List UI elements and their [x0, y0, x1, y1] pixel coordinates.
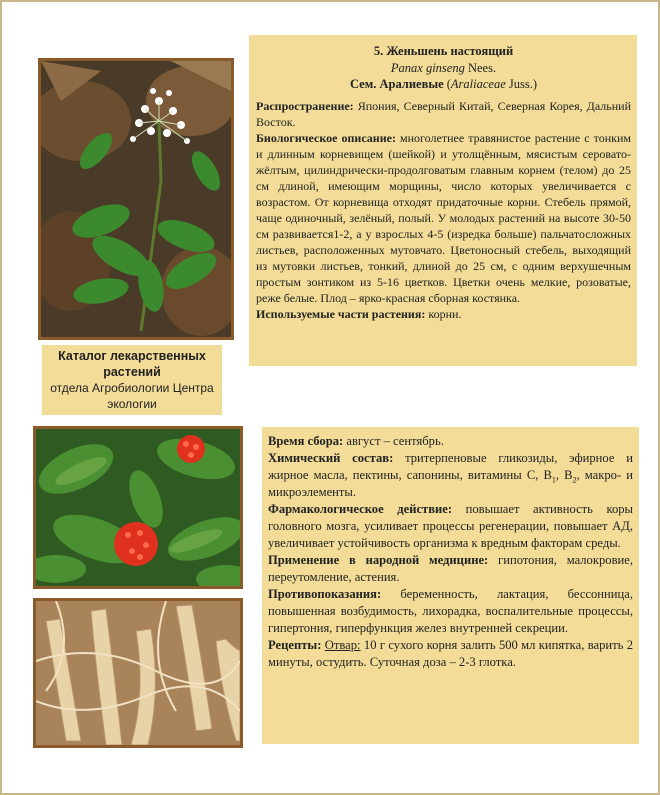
- caption-subtitle: отдела Агробиологии Центра экологии: [50, 381, 214, 411]
- chem-sub-2: 2: [572, 475, 577, 485]
- recipe-text: 10 г сухого корня залить 500 мл кипятка, варить 2 минуты, остудить. Суточная доза – 2-3 глотка.: [268, 638, 633, 669]
- used-parts-label: Используемые части растения:: [256, 306, 426, 321]
- roots-photo: [33, 598, 243, 748]
- folk-text: гипотония, малокровие, переутомление, астения.: [268, 553, 633, 584]
- berries-photo: [33, 426, 243, 589]
- catalog-caption: [42, 345, 222, 415]
- description-panel: [249, 35, 637, 366]
- caption-title: Каталог лекарственных растений: [58, 349, 206, 379]
- chem-paragraph: [268, 450, 633, 501]
- pharm-label: Фармакологическое действие:: [268, 502, 453, 516]
- chem-text-a: тритерпеновые гликозиды, эфирное и жирное масла, пектины, сапонины, витамины C, B: [268, 451, 633, 482]
- chem-text-b: , B: [555, 468, 573, 482]
- plant-title: 5. Женьшень настоящий: [373, 44, 514, 58]
- family-paren: (: [443, 77, 451, 91]
- flowering-plant-photo: [38, 58, 234, 340]
- used-parts-text: корни.: [425, 306, 462, 321]
- chem-sub-1: 1: [551, 475, 556, 485]
- plant-title-block: [256, 43, 631, 93]
- biology-paragraph: [256, 130, 631, 306]
- latin-author: Nees.: [464, 60, 497, 75]
- pharm-paragraph: [268, 501, 633, 552]
- folk-label: Применение в народной медицине:: [268, 553, 489, 567]
- distribution-paragraph: [256, 98, 631, 130]
- harvest-label: Время сбора:: [268, 434, 344, 448]
- latin-name: Panax ginseng: [390, 60, 465, 75]
- recipe-label: Рецепты:: [268, 638, 322, 652]
- harvest-paragraph: [268, 433, 633, 450]
- chem-text-c: , макро- и микроэлементы.: [268, 468, 633, 499]
- latin-name-line: [256, 60, 631, 77]
- recipe-paragraph: [268, 637, 633, 671]
- family-line: [256, 76, 631, 93]
- chem-label: Химический состав:: [268, 451, 394, 465]
- biology-text: многолетнее травянистое растение с тонким и длинным корневищем (шейкой) и утолщённым, мясистым серовато-жёлтым, цилиндрически-продолговатым главным корнем (телом) до 25 см длиной, имеющим морщины, число которых увеличивается с возрастом. От корневища отходят придаточные корни. Стебель прямой, чаще одиночный, зелёный, полый. У молодых растений на высоте 30-50 см развивается1-2, а у взрослых 4-5 (изредка больше) пальчатосложных листьев, расположенных мутовчато. Цветоносный стебель, выходящий из мутовки листьев, тонкий, длиной до 25 см, с одним верхушечным простым зонтиком из 5-16 цветков. Цветки очень мелкие, розоватые, реже белые. Плод – ярко-красная сборная костянка.: [256, 130, 631, 305]
- family-latin: Araliaceae: [450, 77, 506, 91]
- distribution-text: Япония, Северный Китай, Северная Корея, Дальний Восток.: [256, 98, 631, 129]
- family-label: Сем. Аралиевые: [349, 77, 444, 91]
- used-parts-paragraph: [256, 306, 631, 322]
- contra-label: Противопоказания:: [268, 587, 382, 601]
- recipe-sublabel: Отвар:: [324, 638, 361, 652]
- usage-panel: [262, 427, 639, 744]
- folk-paragraph: [268, 552, 633, 586]
- family-author: Juss.): [505, 77, 538, 91]
- pharm-text: повышает активность коры головного мозга, усиливает процессы регенерации, повышает АД, увеличивает устойчивость организма к вредным факторам среды.: [268, 502, 633, 550]
- contra-paragraph: [268, 586, 633, 637]
- distribution-label: Распространение:: [256, 98, 354, 113]
- harvest-text: август – сентябрь.: [343, 434, 444, 448]
- biology-label: Биологическое описание:: [256, 130, 396, 145]
- contra-text: беременность, лактация, бессонница, повышенная возбудимость, лихорадка, воспалительные процессы, гипертония, гиперфункция желез внутренней секреции.: [268, 587, 633, 635]
